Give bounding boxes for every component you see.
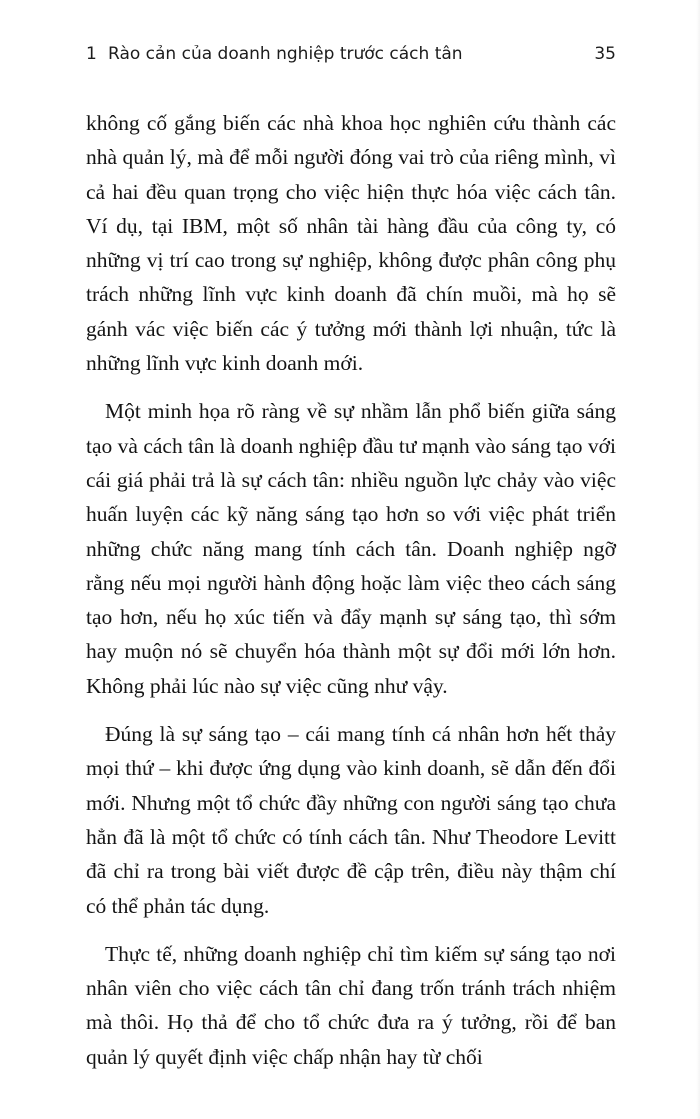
page-number: 35 <box>594 44 616 64</box>
paragraph-4: Thực tế, những doanh nghiệp chỉ tìm kiếm sự sáng tạo nơi nhân viên cho việc cách tân chỉ đang trốn tránh trách nhiệm mà thôi. Họ thả để cho tổ chức đưa ra ý tưởng, rồi để ban quản lý quyết định việc chấp nhận hay từ chối <box>86 941 616 1069</box>
paragraph-2: Một minh họa rõ ràng về sự nhầm lẫn phổ biến giữa sáng tạo và cách tân là doanh nghiệp đầu tư mạnh vào sáng tạo với cái giá phải trả là sự cách tân: nhiều nguồn lực chảy vào việc huấn luyện các kỹ năng sáng tạo hơn so với việc phát triển những chức năng mang tính cách tân. Doanh nghiệp ngỡ rằng nếu mọi người hành động hoặc làm việc theo cách sáng tạo hơn, nếu họ xúc tiến và đẩy mạnh sự sáng tạo, thì sớm hay muộn nó sẽ chuyển hóa thành một sự đổi mới lớn hơn. Không phải lúc nào sự việc cũng như vậy. <box>86 399 616 698</box>
running-header <box>86 44 616 74</box>
page-edge <box>696 0 700 1119</box>
chapter-title: Rào cản của doanh nghiệp trước cách tân <box>108 44 463 64</box>
paragraph-3: Đúng là sự sáng tạo – cái mang tính cá nhân hơn hết thảy mọi thứ – khi được ứng dụng vào kinh doanh, sẽ dẫn đến đổi mới. Nhưng một tổ chức đầy những con người sáng tạo chưa hẳn đã là một tổ chức có tính cách tân. Như Theodore Levitt đã chỉ ra trong bài viết được đề cập trên, điều này thậm chí có thể phản tác dụng. <box>86 722 616 918</box>
paragraph-1: không cố gắng biến các nhà khoa học nghiên cứu thành các nhà quản lý, mà để mỗi người đóng vai trò của riêng mình, vì cả hai đều quan trọng cho việc hiện thực hóa việc cách tân. Ví dụ, tại IBM, một số nhân tài hàng đầu của công ty, có những vị trí cao trong sự nghiệp, không được phân công phụ trách những lĩnh vực kinh doanh đã chín muồi, mà họ sẽ gánh vác việc biến các ý tưởng mới thành lợi nhuận, tức là những lĩnh vực kinh doanh mới. <box>86 111 616 376</box>
chapter-number: 1 <box>86 44 97 64</box>
body-text <box>86 106 616 1088</box>
